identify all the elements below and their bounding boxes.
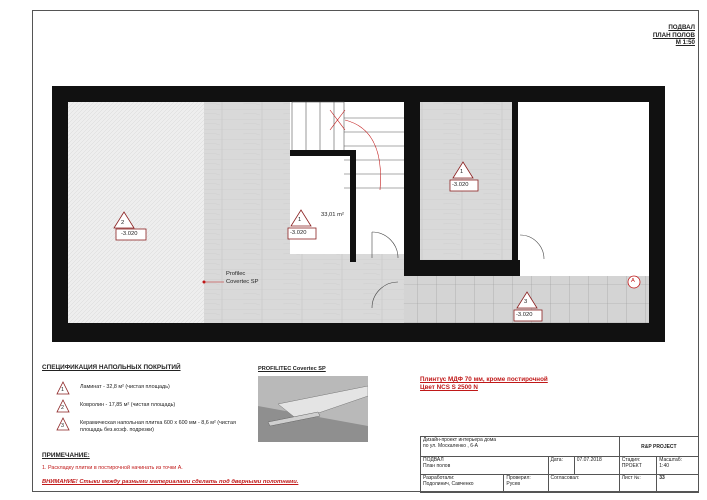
spec-text: Ковролин - 17,85 м² (чистая площадь) [80,402,176,408]
note-item: 1. Раскладку плитки в постирочной начинать из точки А. [42,465,183,471]
room-3-marker-number: 3 [524,299,528,305]
notes [42,452,183,471]
profile-callout-2: Covertec SP [226,279,259,285]
profile-point [203,281,206,284]
room-3-level: -3.020 [516,312,533,318]
stamp-project-line: Дизайн-проект интерьера дома [423,437,497,443]
room-1b-marker-number: 1 [460,169,464,175]
stamp-developed-label: Разработали: [423,475,455,481]
stamp-date: 07.07.2018 [574,457,619,475]
spec-item [42,417,252,435]
profile-callout-1: Profilec [226,271,246,277]
start-point-label: A [631,278,635,284]
spec-marker: 1 [61,387,64,393]
stamp-date-label: Дата: [548,457,574,475]
plinth-line-2: Цвет NCS S 2500 N [420,384,478,392]
profile-illustration [258,366,368,440]
room-divider-wall [512,232,518,262]
room-1-area: 33,01 m² [321,212,344,218]
spec-text: Ламинат - 32,8 м² (чистая площадь) [80,384,170,390]
room-2-level: -3.020 [121,231,138,237]
title-block [420,436,699,492]
floor-spec [42,364,252,435]
spec-text: Керамическая напольная плитка 600 х 600 мм - 8,6 м² (чистая площадь без.коэф. подрезки) [80,420,236,433]
stamp-sheet-title-2: План полов [423,463,451,469]
stamp-checked-label: Проверил: [506,475,531,481]
room-divider-wall [420,260,520,276]
stamp-checked-cell [504,475,548,493]
room-1-level: -3.020 [290,230,307,236]
stamp-stage: ПРОЕКТ [621,463,642,469]
spec-item [42,399,252,417]
plinth-line-1: Плинтус МДФ 70 мм, кроме постирочной [420,376,548,383]
room-2-marker-number: 2 [121,220,125,226]
stamp-sheet-title-1: ПОДВАЛ [423,457,444,463]
transition-profile-image [258,376,368,442]
stamp-checked: Русев [506,481,521,487]
stamp-stage-cell [619,457,657,475]
spec-item [42,381,252,399]
room-carpet [68,102,204,323]
stamp-sheet-title [421,457,549,475]
stamp-project [421,437,620,457]
spec-marker: 3 [61,423,64,429]
stamp-developed: Подолинич, Савченко [423,481,474,487]
spec-marker: 2 [61,405,64,411]
sheet-title-sub: ПЛАН ПОЛОВ [652,31,695,39]
room-divider-wall [404,102,420,262]
room-1b-level: -3.020 [452,182,469,188]
room-unfinished [518,102,649,232]
room-1-marker-number: 1 [298,217,302,223]
stair-wall [290,150,354,156]
stamp-approved-label: Согласовал: [548,475,619,493]
stamp-scale-label: Масштаб: [659,457,683,463]
stamp-scale-cell [657,457,699,475]
stamp-scale: 1:40 [659,463,670,469]
warning-text: ВНИМАНИЕ! Стыки между разными материалами сделать под дверными полотнами. [42,479,299,485]
spec-heading: СПЕЦИФИКАЦИЯ НАПОЛЬНЫХ ПОКРЫТИЙ [42,364,181,371]
stamp-sheet-number: 33 [657,475,699,493]
profile-caption: PROFILITEC Covertec SP [258,366,326,372]
stamp-developed-cell [421,475,504,493]
notes-heading: ПРИМЕЧАНИЕ: [42,452,90,459]
sheet-title-main: ПОДВАЛ [668,24,695,31]
stamp-address-line: по ул. Москаленко , 6-А [423,443,478,449]
stair-wall [350,150,356,262]
plinth-note [420,376,548,393]
sheet-scale: М 1:50 [675,39,695,47]
stamp-stage-label: Стадия: [621,457,641,463]
stamp-sheet-label: Лист №: [619,475,657,493]
stamp-company: R&P PROJECT [619,437,698,457]
